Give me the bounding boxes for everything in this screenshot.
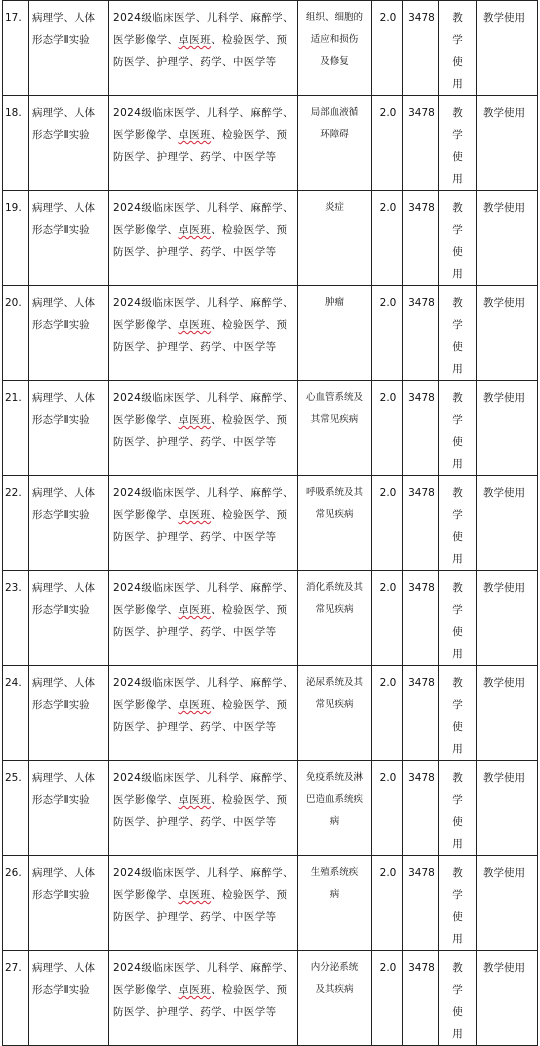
room-cell: 3478 (403, 381, 439, 476)
usage-vertical-text: 教学使用 (452, 677, 463, 755)
classes-cell (109, 476, 298, 571)
row-index: 23. (3, 571, 29, 666)
topic-line: 炎症 (324, 202, 344, 213)
topic-line: 适应和损伤 (310, 34, 359, 45)
row-index: 19. (3, 191, 29, 286)
usage-cell (439, 381, 477, 476)
course-name-line: 形态学Ⅱ实验 (32, 984, 90, 996)
classes-line: 防医学、护理学、药学、中医学等 (113, 341, 277, 353)
table-row (3, 761, 538, 856)
note-cell: 教学使用 (477, 666, 538, 761)
classes-cell (109, 761, 298, 856)
classes-line: 2024级临床医学、儿科学、麻醉学、 (113, 202, 294, 214)
experiment-topic-cell (298, 951, 372, 1046)
course-name-cell (29, 666, 109, 761)
usage-vertical-text: 教学使用 (452, 772, 463, 850)
room-cell: 3478 (403, 191, 439, 286)
classes-line: 医学影像学、卓医班、检验医学、预 (113, 889, 288, 901)
classes-line: 医学影像学、卓医班、检验医学、预 (113, 224, 288, 236)
classes-line: 医学影像学、卓医班、检验医学、预 (113, 984, 288, 996)
classes-line: 医学影像学、卓医班、检验医学、预 (113, 414, 288, 426)
room-cell: 3478 (403, 666, 439, 761)
classes-line: 2024级临床医学、儿科学、麻醉学、 (113, 582, 294, 594)
highlighted-term: 卓医班 (178, 699, 212, 711)
course-name-line: 病理学、人体 (32, 962, 95, 974)
course-name-line: 病理学、人体 (32, 867, 95, 879)
classes-line: 2024级临床医学、儿科学、麻醉学、 (113, 12, 294, 24)
row-index: 22. (3, 476, 29, 571)
experiment-topic-cell (298, 286, 372, 381)
classes-line: 医学影像学、卓医班、检验医学、预 (113, 129, 288, 141)
room-cell: 3478 (403, 96, 439, 191)
classes-cell (109, 286, 298, 381)
usage-vertical-text: 教学使用 (452, 392, 463, 470)
hours-cell: 2.0 (372, 856, 403, 951)
usage-cell (439, 476, 477, 571)
classes-line: 防医学、护理学、药学、中医学等 (113, 246, 277, 258)
row-index: 20. (3, 286, 29, 381)
course-name-line: 病理学、人体 (32, 297, 95, 309)
course-name-cell (29, 96, 109, 191)
experiment-topic-cell (298, 571, 372, 666)
topic-line: 泌尿系统及其 (305, 677, 363, 688)
experiment-topic-cell (298, 381, 372, 476)
row-index: 27. (3, 951, 29, 1046)
topic-line: 心血管系统及 (305, 392, 363, 403)
note-cell: 教学使用 (477, 856, 538, 951)
course-name-cell (29, 286, 109, 381)
row-index: 17. (3, 1, 29, 96)
room-cell: 3478 (403, 476, 439, 571)
hours-cell: 2.0 (372, 381, 403, 476)
experiment-topic-cell (298, 191, 372, 286)
table-row (3, 666, 538, 761)
highlighted-term: 卓医班 (178, 509, 212, 521)
usage-cell (439, 761, 477, 856)
table-row (3, 191, 538, 286)
topic-line: 局部血液循 (310, 107, 359, 118)
note-cell: 教学使用 (477, 476, 538, 571)
note-cell: 教学使用 (477, 1, 538, 96)
highlighted-term: 卓医班 (178, 889, 212, 901)
course-name-line: 病理学、人体 (32, 582, 95, 594)
experiment-topic-cell (298, 96, 372, 191)
topic-line: 病 (329, 889, 340, 900)
usage-cell (439, 571, 477, 666)
highlighted-term: 卓医班 (178, 414, 212, 426)
classes-line: 2024级临床医学、儿科学、麻醉学、 (113, 487, 294, 499)
usage-vertical-text: 教学使用 (452, 202, 463, 280)
table-row (3, 1, 538, 96)
note-cell: 教学使用 (477, 761, 538, 856)
classes-line: 医学影像学、卓医班、检验医学、预 (113, 34, 288, 46)
row-index: 26. (3, 856, 29, 951)
classes-line: 防医学、护理学、药学、中医学等 (113, 151, 277, 163)
classes-line: 医学影像学、卓医班、检验医学、预 (113, 699, 288, 711)
room-cell: 3478 (403, 571, 439, 666)
topic-line: 免疫系统及淋 (305, 772, 363, 783)
classes-cell (109, 191, 298, 286)
course-name-line: 病理学、人体 (32, 677, 95, 689)
table-row (3, 381, 538, 476)
classes-line: 防医学、护理学、药学、中医学等 (113, 436, 277, 448)
hours-cell: 2.0 (372, 666, 403, 761)
classes-line: 2024级临床医学、儿科学、麻醉学、 (113, 962, 294, 974)
topic-line: 其常见疾病 (310, 414, 359, 425)
table-row (3, 286, 538, 381)
topic-line: 常见疾病 (315, 699, 354, 710)
course-name-line: 形态学Ⅱ实验 (32, 319, 90, 331)
row-index: 25. (3, 761, 29, 856)
room-cell: 3478 (403, 856, 439, 951)
topic-line: 及其疾病 (315, 984, 354, 995)
experiment-topic-cell (298, 666, 372, 761)
course-name-cell (29, 381, 109, 476)
experiment-topic-cell (298, 1, 372, 96)
hours-cell: 2.0 (372, 571, 403, 666)
note-cell: 教学使用 (477, 286, 538, 381)
course-schedule-table (2, 0, 538, 1046)
classes-line: 2024级临床医学、儿科学、麻醉学、 (113, 107, 294, 119)
topic-line: 常见疾病 (315, 604, 354, 615)
classes-line: 防医学、护理学、药学、中医学等 (113, 721, 277, 733)
classes-cell (109, 571, 298, 666)
note-cell: 教学使用 (477, 191, 538, 286)
row-index: 18. (3, 96, 29, 191)
classes-line: 2024级临床医学、儿科学、麻醉学、 (113, 867, 294, 879)
course-name-cell (29, 951, 109, 1046)
classes-line: 2024级临床医学、儿科学、麻醉学、 (113, 297, 294, 309)
course-name-line: 病理学、人体 (32, 107, 95, 119)
classes-line: 2024级临床医学、儿科学、麻醉学、 (113, 772, 294, 784)
topic-line: 巴造血系统疾 (305, 794, 363, 805)
classes-line: 医学影像学、卓医班、检验医学、预 (113, 604, 288, 616)
row-index: 24. (3, 666, 29, 761)
topic-line: 病 (329, 816, 340, 827)
topic-line: 环障碍 (320, 129, 349, 140)
course-name-line: 形态学Ⅱ实验 (32, 414, 90, 426)
row-index: 21. (3, 381, 29, 476)
classes-cell (109, 666, 298, 761)
classes-line: 防医学、护理学、药学、中医学等 (113, 56, 277, 68)
topic-line: 消化系统及其 (305, 582, 363, 593)
note-cell: 教学使用 (477, 951, 538, 1046)
classes-line: 医学影像学、卓医班、检验医学、预 (113, 509, 288, 521)
classes-line: 防医学、护理学、药学、中医学等 (113, 1006, 277, 1018)
usage-vertical-text: 教学使用 (452, 487, 463, 565)
topic-line: 生殖系统疾 (310, 867, 359, 878)
classes-line: 防医学、护理学、药学、中医学等 (113, 816, 277, 828)
course-name-line: 病理学、人体 (32, 487, 95, 499)
hours-cell: 2.0 (372, 761, 403, 856)
usage-cell (439, 1, 477, 96)
classes-line: 2024级临床医学、儿科学、麻醉学、 (113, 677, 294, 689)
usage-vertical-text: 教学使用 (452, 107, 463, 185)
course-name-cell (29, 761, 109, 856)
highlighted-term: 卓医班 (178, 34, 212, 46)
classes-line: 防医学、护理学、药学、中医学等 (113, 911, 277, 923)
usage-cell (439, 191, 477, 286)
course-name-line: 病理学、人体 (32, 12, 95, 24)
table-row (3, 96, 538, 191)
classes-cell (109, 1, 298, 96)
course-name-line: 形态学Ⅱ实验 (32, 699, 90, 711)
table-row (3, 856, 538, 951)
room-cell: 3478 (403, 951, 439, 1046)
room-cell: 3478 (403, 1, 439, 96)
usage-vertical-text: 教学使用 (452, 12, 463, 90)
hours-cell: 2.0 (372, 191, 403, 286)
highlighted-term: 卓医班 (178, 604, 212, 616)
highlighted-term: 卓医班 (178, 984, 212, 996)
highlighted-term: 卓医班 (178, 794, 212, 806)
course-name-cell (29, 191, 109, 286)
classes-cell (109, 951, 298, 1046)
experiment-topic-cell (298, 856, 372, 951)
topic-line: 内分泌系统 (310, 962, 359, 973)
usage-vertical-text: 教学使用 (452, 582, 463, 660)
topic-line: 及修复 (320, 56, 349, 67)
topic-line: 呼吸系统及其 (305, 487, 363, 498)
usage-vertical-text: 教学使用 (452, 297, 463, 375)
course-name-line: 形态学Ⅱ实验 (32, 794, 90, 806)
course-name-cell (29, 571, 109, 666)
course-name-line: 形态学Ⅱ实验 (32, 889, 90, 901)
table-row (3, 476, 538, 571)
course-name-line: 病理学、人体 (32, 202, 95, 214)
classes-cell (109, 856, 298, 951)
usage-cell (439, 856, 477, 951)
classes-cell (109, 96, 298, 191)
course-name-line: 形态学Ⅱ实验 (32, 509, 90, 521)
table-row (3, 951, 538, 1046)
course-name-line: 形态学Ⅱ实验 (32, 34, 90, 46)
hours-cell: 2.0 (372, 951, 403, 1046)
highlighted-term: 卓医班 (178, 319, 212, 331)
usage-vertical-text: 教学使用 (452, 962, 463, 1040)
usage-cell (439, 96, 477, 191)
usage-cell (439, 286, 477, 381)
classes-line: 医学影像学、卓医班、检验医学、预 (113, 319, 288, 331)
course-name-line: 病理学、人体 (32, 392, 95, 404)
topic-line: 组织、细胞的 (305, 12, 363, 23)
usage-cell (439, 951, 477, 1046)
usage-vertical-text: 教学使用 (452, 867, 463, 945)
experiment-topic-cell (298, 761, 372, 856)
topic-line: 肿瘤 (324, 297, 344, 308)
hours-cell: 2.0 (372, 1, 403, 96)
hours-cell: 2.0 (372, 96, 403, 191)
course-name-line: 形态学Ⅱ实验 (32, 604, 90, 616)
course-name-line: 形态学Ⅱ实验 (32, 224, 90, 236)
classes-line: 2024级临床医学、儿科学、麻醉学、 (113, 392, 294, 404)
table-body (3, 1, 538, 1046)
course-name-cell (29, 1, 109, 96)
classes-line: 医学影像学、卓医班、检验医学、预 (113, 794, 288, 806)
course-name-cell (29, 476, 109, 571)
classes-line: 防医学、护理学、药学、中医学等 (113, 626, 277, 638)
hours-cell: 2.0 (372, 476, 403, 571)
highlighted-term: 卓医班 (178, 129, 212, 141)
note-cell: 教学使用 (477, 571, 538, 666)
room-cell: 3478 (403, 286, 439, 381)
table-row (3, 571, 538, 666)
hours-cell: 2.0 (372, 286, 403, 381)
classes-cell (109, 381, 298, 476)
course-name-line: 病理学、人体 (32, 772, 95, 784)
course-name-line: 形态学Ⅱ实验 (32, 129, 90, 141)
topic-line: 常见疾病 (315, 509, 354, 520)
highlighted-term: 卓医班 (178, 224, 212, 236)
note-cell: 教学使用 (477, 96, 538, 191)
room-cell: 3478 (403, 761, 439, 856)
note-cell: 教学使用 (477, 381, 538, 476)
classes-line: 防医学、护理学、药学、中医学等 (113, 531, 277, 543)
experiment-topic-cell (298, 476, 372, 571)
usage-cell (439, 666, 477, 761)
course-name-cell (29, 856, 109, 951)
